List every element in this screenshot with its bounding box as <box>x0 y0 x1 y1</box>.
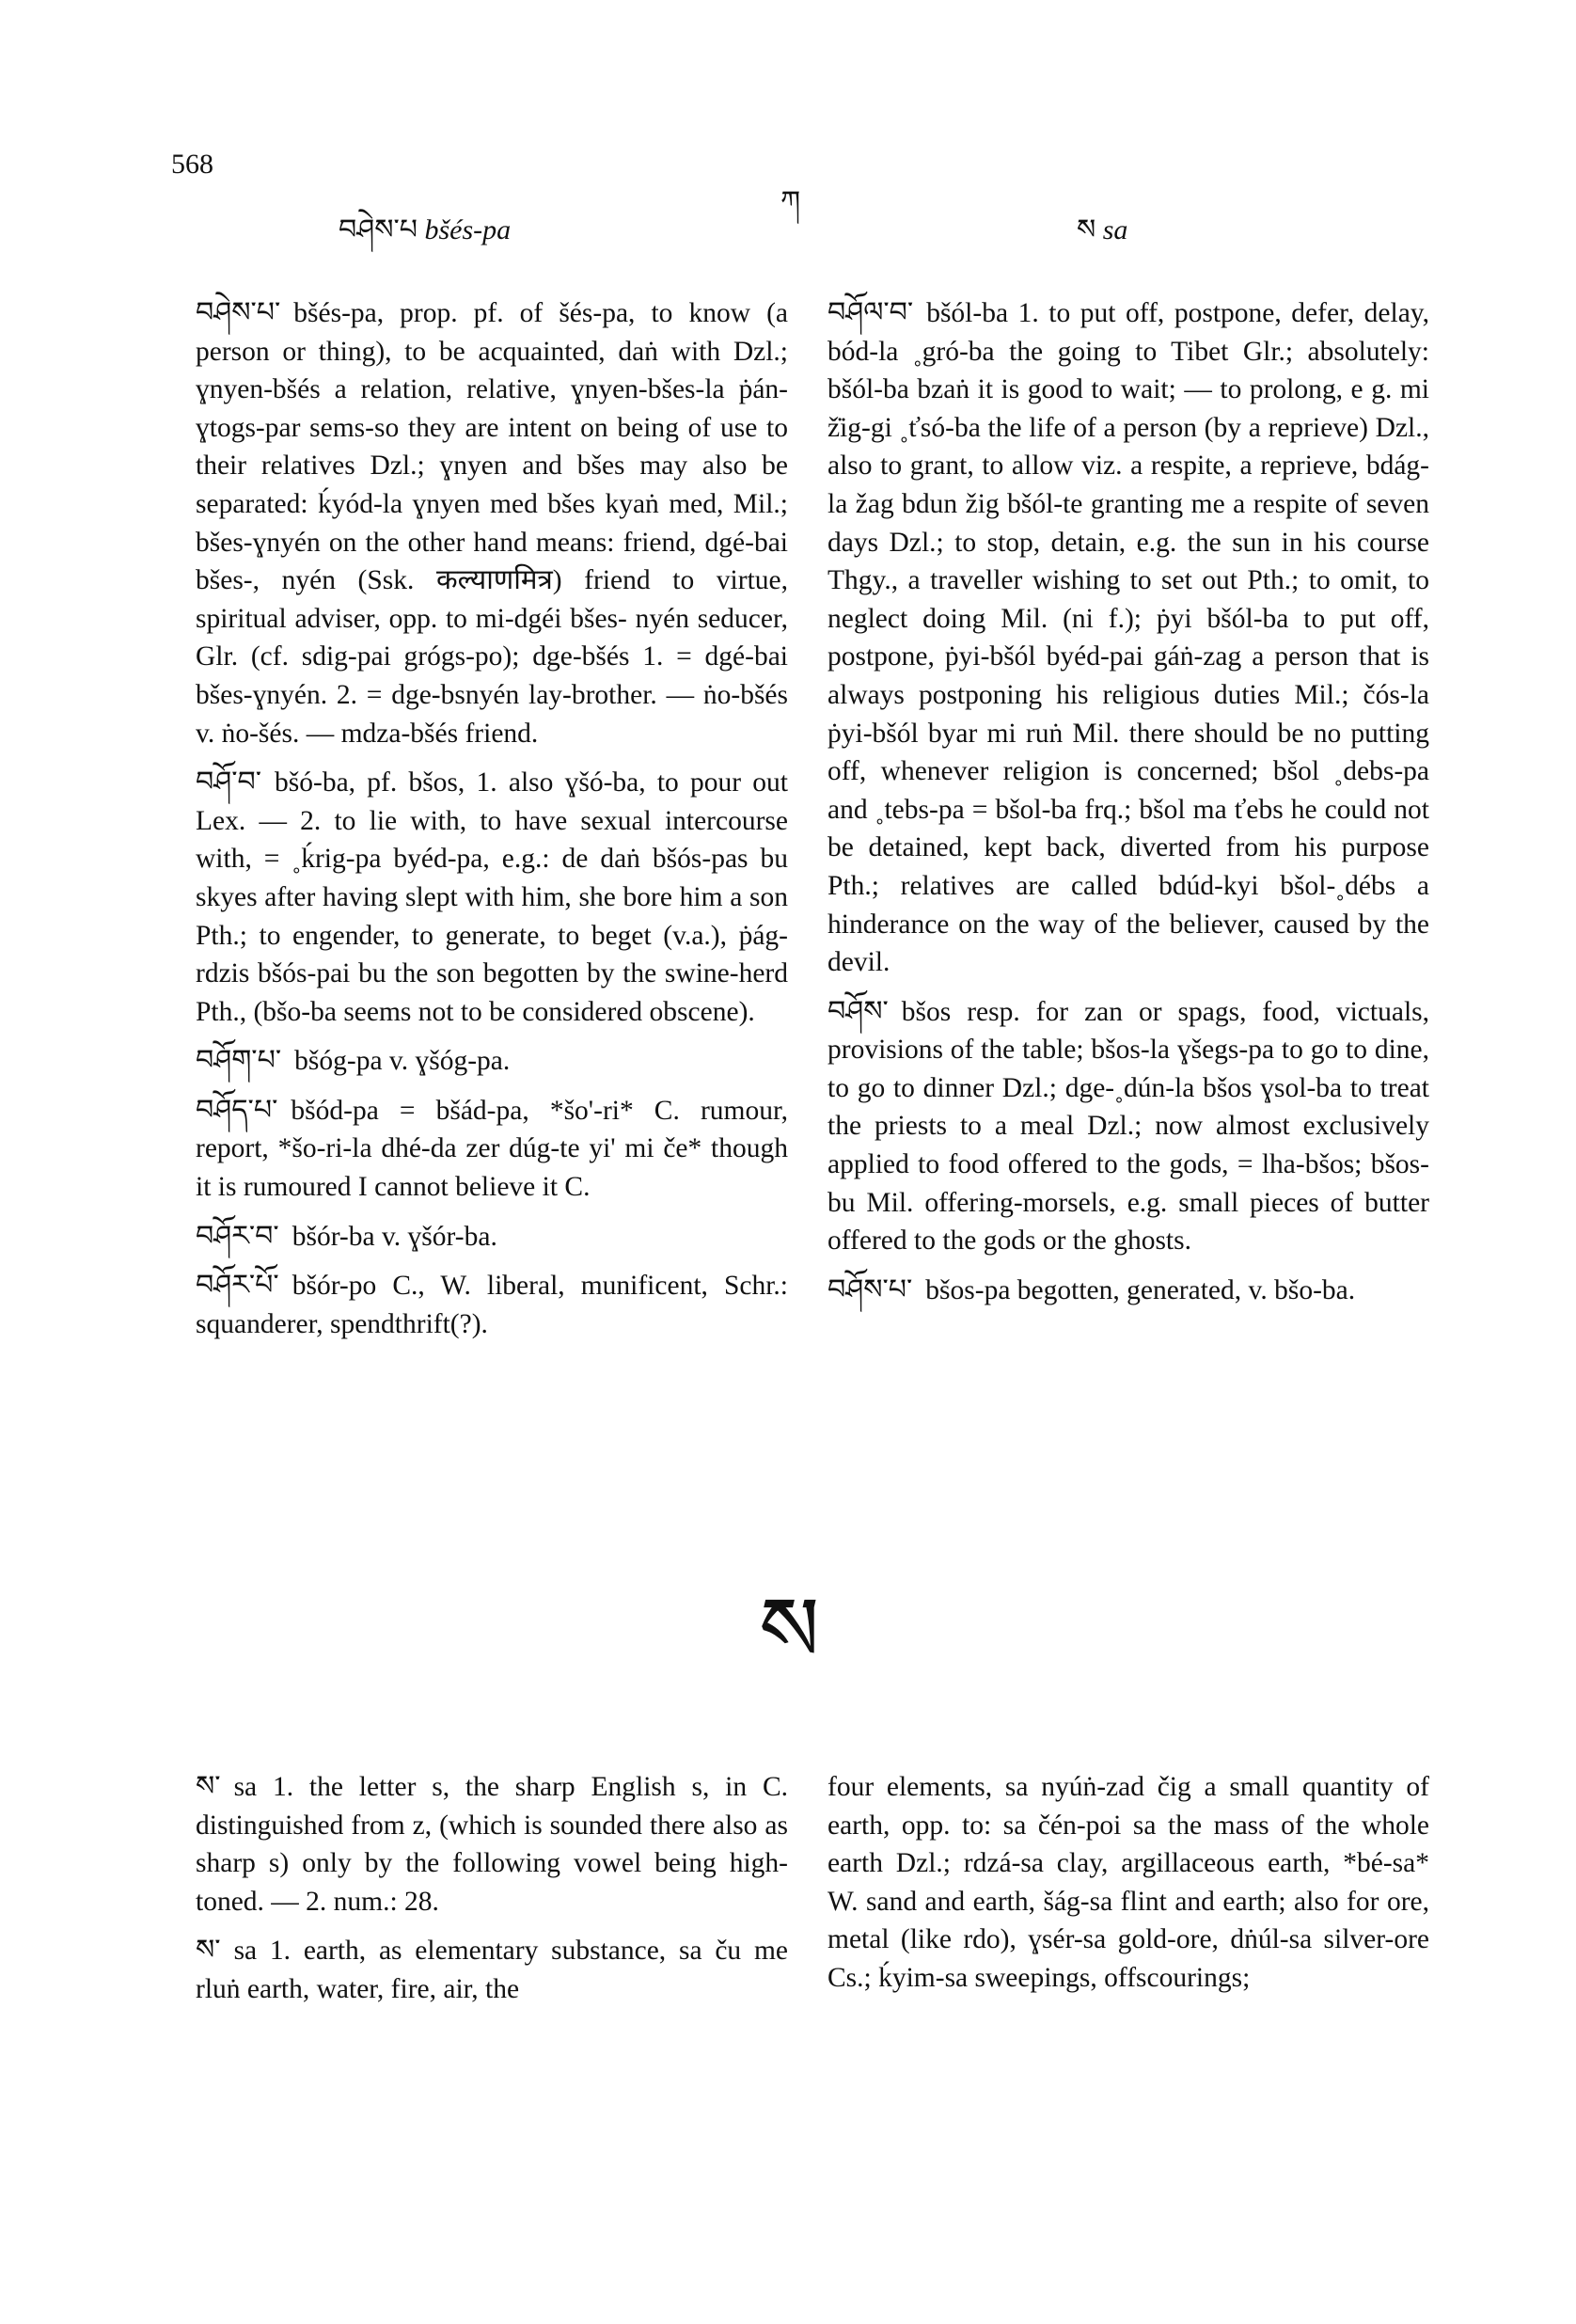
dictionary-entry <box>827 993 1429 1260</box>
dictionary-entry <box>196 1267 788 1343</box>
entry-body <box>827 993 1429 1260</box>
entry-text: sa 1. earth, as elementary substance, sa ču me rluṅ earth, water, fire, air, the <box>196 1936 788 2004</box>
header-right-tibetan: ས <box>1077 213 1096 246</box>
entry-body <box>196 1092 788 1207</box>
entry-headword: བཤོད་པ་ <box>196 1093 278 1127</box>
entry-text: bšód-pa = bšád-pa, *šo'-ri* C. rumour, report, *šo-ri-la dhé-da zer dúg-te yi' mi če* though it is rumoured I cannot believe it C. <box>196 1095 788 1203</box>
header-left <box>339 198 511 277</box>
entry-text: bšóg-pa v. ɣšóg-pa. <box>294 1046 511 1077</box>
left-column <box>196 294 788 1354</box>
dictionary-entry <box>827 294 1429 982</box>
entry-headword: ས་ <box>196 1934 221 1968</box>
entry-text: bšó-ba, pf. bšos, 1. also ɣšó-ba, to pour out Lex. — 2. to lie with, to have sexual intercourse with, = ˳ḱrig-pa byéd-pa, e.g.: de daṅ bšós-pas bu skyes after having slept with him, she bore him a son Pth.; to engender, to generate, to beget (v.a.), ṗág-rdzis bšós-pai bu the son begotten by the swine-herd Pth., (bšo-ba seems not to be considered obscene). <box>196 767 788 1027</box>
running-header <box>0 165 1576 246</box>
entry-text: four elements, sa nyúṅ-zad čig a small quantity of earth, opp. to: sa čén-poi sa the mass of the whole earth Dzl.; rdzá-sa clay, argillaceous earth, *bé-sa* W. sand and earth, šág-sa flint and earth; also for ore, metal (like rdo), ɣsér-sa gold-ore, dṅúl-sa silver-ore Cs.; ḱyim-sa sweepings, offscourings; <box>827 1772 1429 1993</box>
entry-body <box>827 294 1429 982</box>
header-right-latin: sa <box>1102 214 1128 245</box>
entry-body <box>196 764 788 1031</box>
entry-body <box>196 1218 788 1257</box>
entry-headword: ས་ <box>196 1770 221 1803</box>
header-center-letter: ཀ <box>780 185 801 218</box>
entry-body <box>196 1932 788 2008</box>
entry-headword: བཤོག་པ་ <box>196 1044 282 1078</box>
header-left-latin: bšés-pa <box>424 214 512 245</box>
entry-headword: བཤོས་ <box>827 994 889 1028</box>
dictionary-entry <box>196 1092 788 1207</box>
entry-text: sa 1. the letter s, the sharp English s, in C. distinguished from z, (which is sounded there also as sharp s) only by the following vowel being high-toned. — 2. num.: 28. <box>196 1772 788 1917</box>
entry-body <box>827 1768 1429 1998</box>
entry-headword: བཤོལ་བ་ <box>827 296 914 329</box>
dictionary-entry <box>196 1768 788 1921</box>
dictionary-entry <box>196 1932 788 2008</box>
entry-body <box>196 294 788 752</box>
entry-text: bšos-pa begotten, generated, v. bšo-ba. <box>925 1274 1356 1305</box>
entry-body <box>196 1042 788 1081</box>
page-number: 568 <box>171 149 213 180</box>
entry-body <box>196 1267 788 1343</box>
dictionary-entry <box>196 764 788 1031</box>
header-right <box>1077 198 1127 277</box>
entry-headword: བཤེས་པ་ <box>196 296 281 329</box>
right-column <box>827 294 1429 1320</box>
entry-body <box>196 1768 788 1921</box>
dictionary-entry <box>827 1768 1429 1998</box>
entry-text: bšór-po C., W. liberal, munificent, Schr.: squanderer, spendthrift(?). <box>196 1271 788 1339</box>
entry-body <box>827 1272 1429 1310</box>
dictionary-entry <box>827 1272 1429 1310</box>
entry-headword: བཤོས་པ་ <box>827 1273 913 1306</box>
header-left-tibetan: བཤེས་པ <box>339 213 418 246</box>
dictionary-entry <box>196 1042 788 1081</box>
entry-text: bšos resp. for zan or spags, food, victuals, provisions of the table; bšos-la ɣšegs-pa to go to dine, to go to dinner Dzl.; dge-˳dún-la bšos ɣsol-ba to treat the priests to a meal Dzl.; now almost exclusively applied to food offered to the gods, = lha-bšos; bšos-bu Mil. offering-morsels, e.g. small pieces of butter offered to the gods or the ghosts. <box>827 996 1429 1257</box>
entry-headword: བཤོར་པོ་ <box>196 1269 279 1303</box>
left-column-lower <box>196 1768 788 2020</box>
entry-text: bšól-ba 1. to put off, postpone, defer, delay, bód-la ˳gró-ba the going to Tibet Glr.; absolutely: bšól-ba bzaṅ it is good to wait; — to prolong, e g. mi ž̇ig-gi ˳ťsó-ba the life of a person (by a reprieve) Dzl., also to grant, to allow viz. a respite, a reprieve, bdág-la žag bdun žig bšól-te granting me a respite of seven days Dzl.; to stop, detain, e.g. the sun in his course Thgy., a traveller wishing to set out Pth.; to omit, to neglect doing Mil. (ni f.); ṗyi bšól-ba to put off, postpone, ṗyi-bšól byéd-pai gáṅ-zag a person that is always postponing his religious duties Mil.; čós-la ṗyi-bšól byar mi ruṅ Mil. there should be no putting off, whenever religion is concerned; bšol ˳debs-pa and ˳tebs-pa = bšol-ba frq.; bšol ma ťebs he could not be detained, kept back, diverted from his purpose Pth.; relatives are called bdúd-kyi bšol-˳débs a hinderance on the way of the believer, caused by the devil. <box>827 298 1429 978</box>
section-letter: ས <box>759 1577 820 1683</box>
entry-headword: བཤོ་བ་ <box>196 766 262 799</box>
entry-headword: བཤོར་བ་ <box>196 1219 279 1253</box>
entry-text: bšór-ba v. ɣšór-ba. <box>292 1221 497 1252</box>
dictionary-entry <box>196 294 788 752</box>
dictionary-entry <box>196 1218 788 1257</box>
entry-text: bšés-pa, prop. pf. of šés-pa, to know (a person or thing), to be acquainted, daṅ with Dzl.; ɣnyen-bšés a relation, relative, ɣnyen-bšes-la ṗán-ɣtogs-par sems-so they are intent on being of use to their relatives Dzl.; ɣnyen and bšes may also be separated: ḱyód-la ɣnyen med bšes kyaṅ med, Mil.; bšes-ɣnyén on the other hand means: friend, dgé-bai bšes-, nyén (Ssk. कल्याणमित्र) friend to virtue, spiritual adviser, opp. to mi-dgéi bšes- nyén seducer, Glr. (cf. sdig-pai grógs-po); dge-bšés 1. = dgé-bai bšes-ɣnyén. 2. = dge-bsnyén lay-brother. — ṅo-bšés v. ṅo-šés. — mdza-bšés friend. <box>196 298 788 749</box>
right-column-lower <box>827 1768 1429 2009</box>
